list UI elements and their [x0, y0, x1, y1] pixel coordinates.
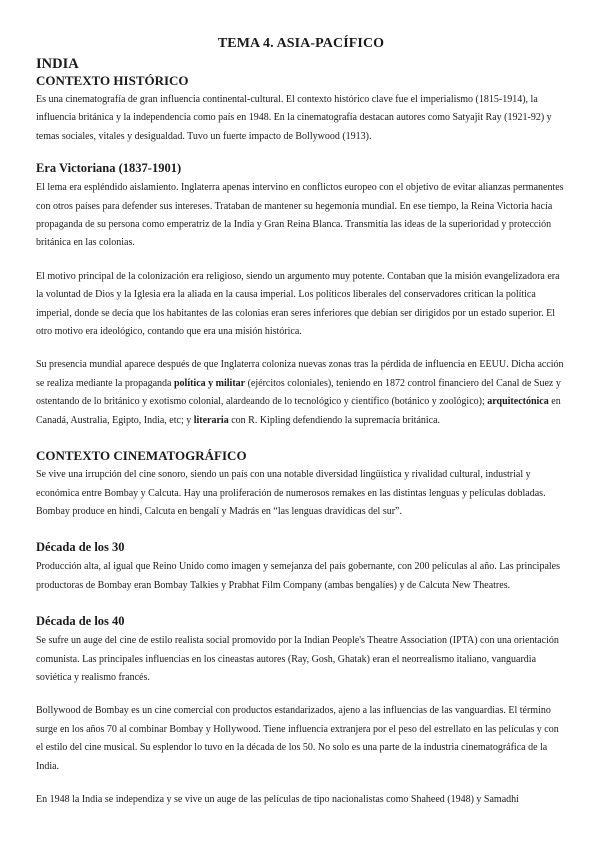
historical-context-heading: CONTEXTO HISTÓRICO — [36, 73, 189, 88]
victorian-era-paragraph-2: El motivo principal de la colonización era religioso, siendo un argumento muy potente. Contaban que la misión evangelizadora era la voluntad de Dios y la Iglesia era la aliada en la causa imperial. Los políticos liberales del conservadores critican la política imperial, donde se decía que los habitantes de las colonias eran seres inferiores que debían ser dirigidos por un estado superior. El otro motivo era ideológico, contando que era una misión histórica. — [36, 270, 560, 338]
cinematic-context-paragraph: Se vive una irrupción del cine sonoro, siendo un país con una notable diversidad lingüística y rivalidad cultural, industrial y económica entre Bombay y Calcuta. Hay una proliferación de numerosos remakes en las distintas lenguas y películas dobladas. Bombay produce en hindi, Calcuta en bengalí y Madrás en “las lenguas dravídicas del sur”. — [36, 469, 546, 517]
bold-term-arquitectonica: arquitectónica — [487, 396, 549, 408]
decade-40-paragraph-2: Bollywood de Bombay es un cine comercial con productos estandarizados, ajeno a las influencias de las vanguardias. El término surge en los años 70 al combinar Bombay y Hollywood. Tiene influencia extranjera por el peso del estrellato en las películas y con el estilo del cine musical. Su esplendor lo tuvo en la década de los 50. No solo es una parte de la industria cinematográfica de la India. — [36, 705, 559, 772]
decade-40-paragraph-1: Se sufre un auge del cine de estilo realista social promovido por la Indian People's Theatre Association (IPTA) con una orientación comunista. Las principales influencias en los cineastas autores (Ray, Gosh, Ghatak) eran el neorrealismo italiano, vanguardia soviética y realismo francés. — [36, 635, 559, 683]
document-title: TEMA 4. ASIA-PACÍFICO — [217, 36, 385, 51]
decade-30-paragraph: Producción alta, al igual que Reino Unido como imagen y semejanza del país gobernante, con 200 películas al año. Las principales productoras de Bombay eran Bombay Talkies y Prabhat Film Company (ambas bengalíes) y de Calcuta New Theatres. — [36, 561, 561, 591]
text-run: Su presencia mundial aparece después de que Inglaterra coloniza nuevas zonas tras la pérdida de influencia en EEUU. Dicha acción se realiza mediante la propaganda — [36, 359, 564, 389]
decade-30-heading: Década de los 30 — [36, 540, 125, 555]
bold-term-literaria: literaria — [193, 414, 229, 426]
cinematic-context-heading: CONTEXTO CINEMATOGRÁFICO — [36, 448, 247, 464]
victorian-era-heading: Era Victoriana (1837-1901) — [36, 161, 182, 176]
victorian-era-paragraph-3 — [36, 356, 566, 430]
historical-context-paragraph: Es una cinematografía de gran influencia continental-cultural. El contexto histórico clave fue el imperialismo (1815-1914), la influencia británica y la independencia como país en 1948. En la cinematografía destacan autores como Satyajit Ray (1921-92) y temas sociales, vitales y desigualdad. Tuvo un fuerte impacto de Bollywood (1913). — [36, 94, 552, 142]
text-run: con R. Kipling defendiendo la supremacía británica. — [228, 414, 441, 426]
section-title-india: INDIA — [36, 56, 79, 72]
text-run: (ejércitos coloniales), teniendo en 1872 control financiero del Canal de Suez y ostentando de lo británico y exotismo colonial, alardeando de lo tecnológico y científico (botánico y zoológico); — [36, 377, 561, 408]
victorian-era-paragraph-1: El lema era espléndido aislamiento. Inglaterra apenas intervino en conflictos europeo con el objetivo de evitar alianzas permanentes con otros países para defender sus intereses. Trataban de mantener su hegemonía mundial. En ese tiempo, la Reina Victoria hacía propaganda de su persona como emperatriz de la India y Gran Reina Blanca. Transmitía las ideas de la superioridad y protección británica en las colonias. — [36, 182, 564, 249]
bold-term-politica-militar: política y militar — [173, 377, 246, 389]
document-page — [36, 36, 566, 809]
text-run: en Canadá, Australia, Egipto, India, etc; y — [36, 396, 561, 426]
decade-40-paragraph-3: En 1948 la India se independiza y se vive un auge de las películas de tipo nacionalistas como Shaheed (1948) y Samadhi — [36, 793, 519, 805]
decade-40-heading: Década de los 40 — [36, 614, 125, 629]
